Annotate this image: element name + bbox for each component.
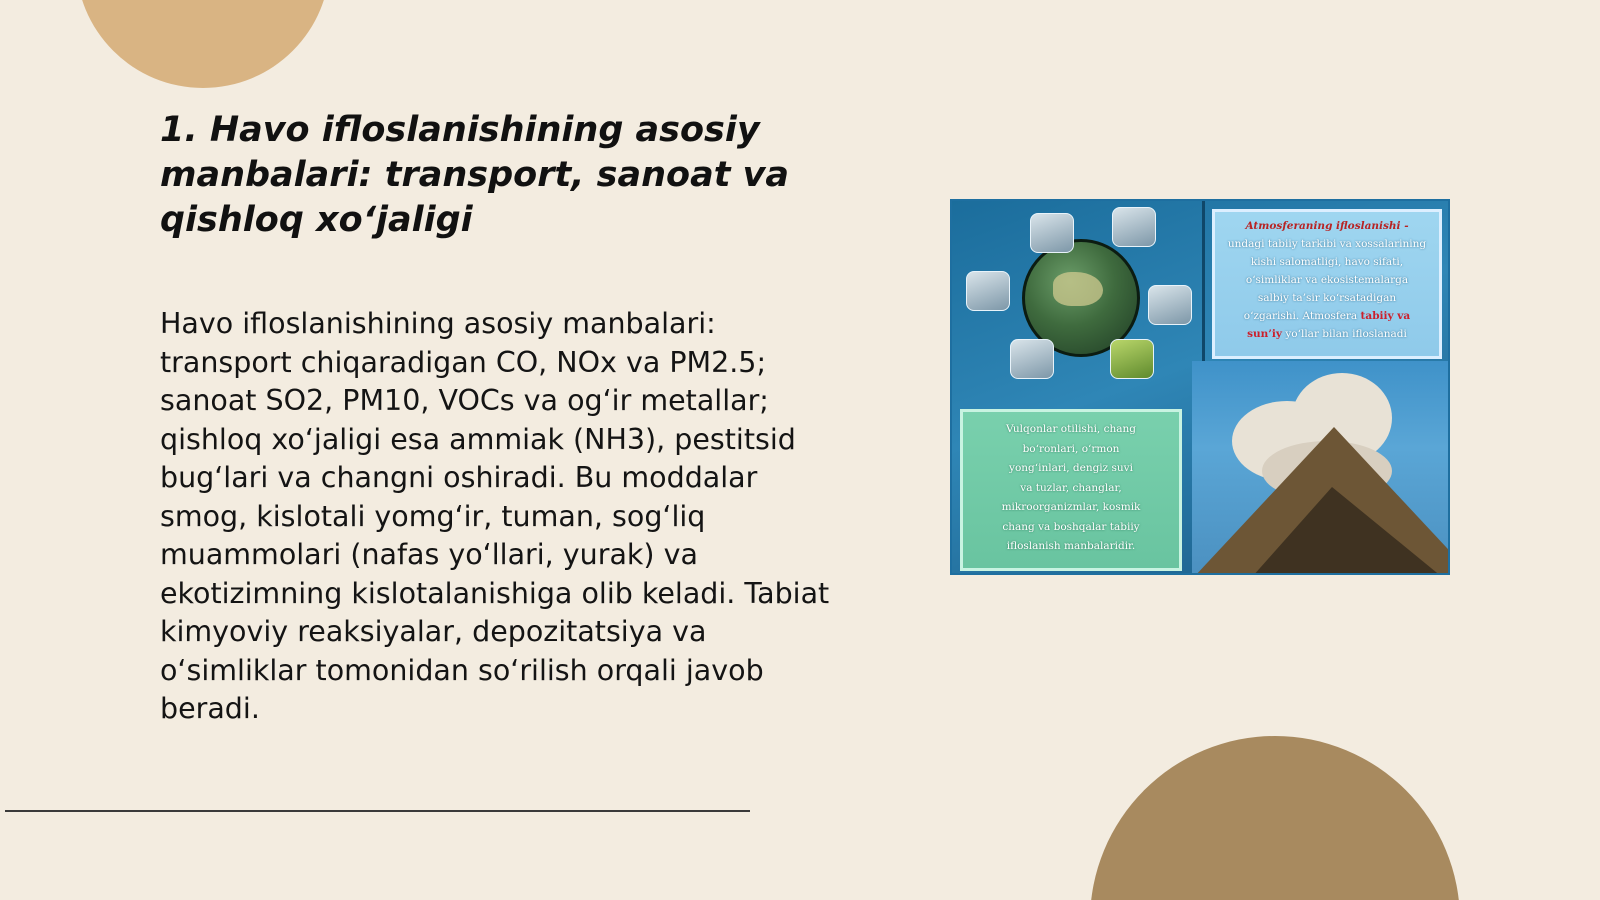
definition-heading: Atmosferaning ifloslanishi - [1245, 220, 1409, 232]
volcano-photo [1192, 361, 1450, 575]
highlight-natural: tabiiy va [1360, 310, 1411, 322]
document-icon [1148, 285, 1192, 325]
definition-box [1212, 209, 1442, 359]
definition-line: sun’iy yo‘llar bilan ifloslanadi [1247, 328, 1407, 340]
natural-sources-box [960, 409, 1182, 571]
definition-line: o‘zgarishi. Atmosfera tabiiy va [1243, 310, 1411, 322]
illustration-divider [1202, 201, 1205, 361]
horizontal-divider [5, 810, 750, 812]
power-plant-icon [1112, 207, 1156, 247]
slide-title: 1. Havo ifloslanishining asosiy manbalari: transport, sanoat va qishloq xo‘jaligi [160, 110, 790, 240]
natural-sources-line: mikroorganizmlar, kosmik [1001, 501, 1141, 513]
factory-icon [1030, 213, 1074, 253]
highlight-artificial: sun’iy [1247, 328, 1283, 340]
natural-sources-line: yong‘inlari, dengiz suvi [1009, 462, 1133, 474]
definition-line: kishi salomatligi, havo sifati, [1250, 256, 1404, 268]
plant-icon [1110, 339, 1154, 379]
decorative-circle-bottom [1090, 736, 1460, 900]
natural-sources-line: va tuzlar, changlar, [1020, 481, 1122, 494]
slide-body-text: Havo ifloslanishining asosiy manbalari: transport chiqaradigan CO, NOx va PM2.5; sanoat SO2, PM10, VOCs va og‘ir metallar; qishloq xo‘jaligi esa ammiak (NH3), pestitsid bug‘lari va changni oshiradi. Bu moddalar smog, kislotali yomg‘ir, tuman, sog‘liq muammolari (nafas yo‘llari, yurak) va ekotizimning kislotalanishiga olib keladi. Tabiat kimyoviy reaksiyalar, depozitatsiya va o‘simliklar tomonidan so‘rilish orqali javob beradi. [160, 307, 830, 725]
natural-sources-line: chang va boshqalar tabiiy [1002, 520, 1140, 533]
definition-line: salbiy ta’sir ko‘rsatadigan [1257, 292, 1397, 304]
natural-sources-line: ifloslanish manbalaridir. [1006, 540, 1136, 552]
decorative-circle-top [76, 0, 330, 88]
waste-icon [966, 271, 1010, 311]
natural-sources-line: Vulqonlar otilishi, chang [1006, 423, 1136, 435]
natural-sources-line: bo‘ronlari, o‘rmon [1022, 442, 1120, 455]
definition-line: undagi tabiiy tarkibi va xossalarining [1227, 238, 1427, 250]
chemistry-icon [1010, 339, 1054, 379]
definition-line: o‘simliklar va ekosistemalarga [1245, 274, 1409, 286]
air-pollution-illustration [950, 199, 1450, 575]
